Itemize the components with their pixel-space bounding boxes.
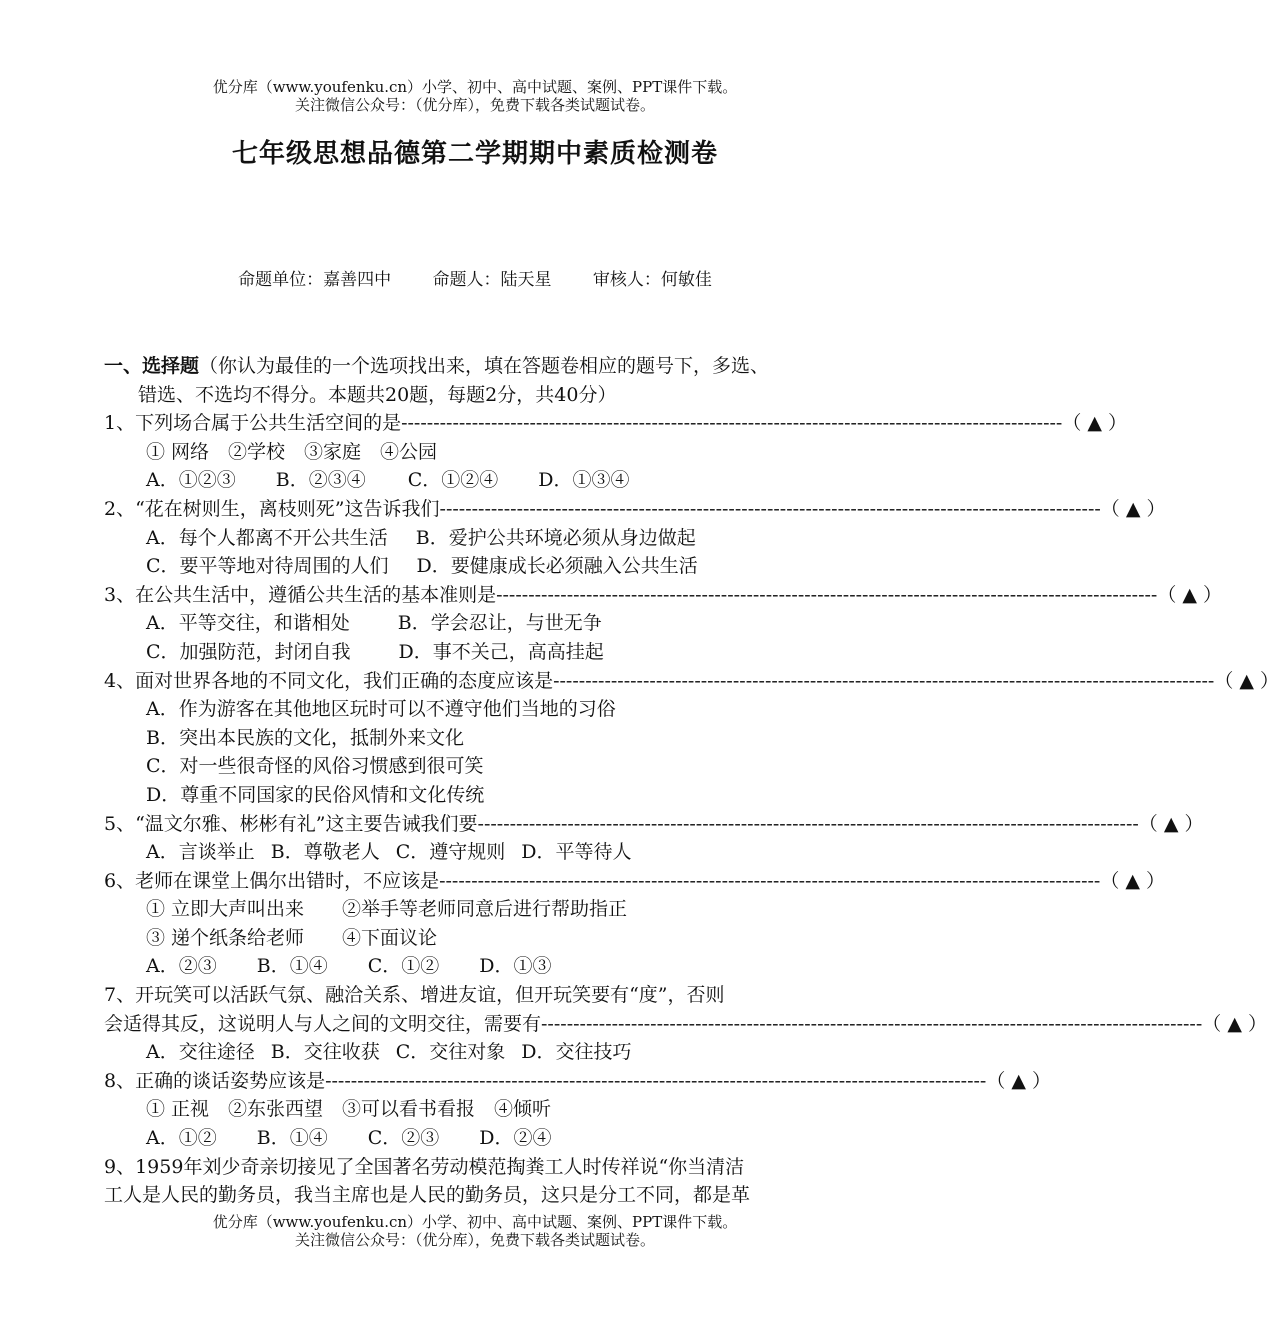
- question-1-answer-mark: （ ▲ ）: [1062, 412, 1128, 435]
- question-6-options: [104, 952, 864, 981]
- question-8-answer-mark: （ ▲ ）: [986, 1069, 1052, 1092]
- question-8-option-b: B．①④: [256, 1127, 328, 1150]
- exam-meta: [0, 268, 950, 292]
- question-3-stem: 3、在公共生活中，遵循公共生活的基本准则是: [104, 583, 497, 606]
- meta-unit: 命题单位：嘉善四中: [238, 270, 392, 290]
- question-1-options: [104, 466, 864, 495]
- section-title: 一、选择题: [104, 355, 200, 377]
- question-9-stem-1: 9、1959年刘少奇亲切接见了全国著名劳动模范掏粪工人时传祥说“你当清洁: [104, 1155, 745, 1178]
- question-2-leader: -------------------------------------------------------------------------------------------------------: [439, 497, 1101, 520]
- exam-title: 七年级思想品德第二学期期中素质检测卷: [231, 139, 718, 169]
- question-5-option-b: B．尊敬老人: [270, 841, 380, 864]
- question-4-leader: -------------------------------------------------------------------------------------------------------: [553, 669, 1215, 692]
- question-7-option-c: C．交往对象: [395, 1041, 506, 1064]
- question-3-option-d: D．事不关己，高高挂起: [398, 640, 604, 663]
- question-3-option-b: B．学会忍让，与世无争: [397, 612, 602, 635]
- question-8: [104, 1067, 1052, 1096]
- question-2-option-b: B．爱护公共环境必须从身边做起: [415, 526, 696, 549]
- question-4-option-a: A．作为游客在其他地区玩时可以不遵守他们当地的习俗: [146, 698, 616, 721]
- question-3-options-cd: [104, 638, 864, 667]
- footer-banner-line-2: 关注微信公众号：（优分库），免费下载各类试题试卷。: [294, 1231, 655, 1249]
- question-8-stem: 8、正确的谈话姿势应该是: [104, 1069, 326, 1092]
- footer-banner: [0, 1213, 950, 1249]
- question-6-option-d: D．①③: [479, 955, 552, 978]
- exam-body: [104, 352, 1279, 1210]
- question-4-answer-mark: （ ▲ ）: [1214, 669, 1279, 692]
- question-7: [104, 1010, 1267, 1039]
- section-instructions-1: （你认为最佳的一个选项找出来，填在答题卷相应的题号下，多选、: [199, 355, 770, 377]
- question-6-option-c: C．①②: [367, 955, 440, 978]
- question-5-answer-mark: （ ▲ ）: [1138, 812, 1204, 835]
- question-5-option-c: C．遵守规则: [395, 841, 506, 864]
- question-5-option-a: A．言谈举止: [146, 841, 255, 864]
- question-8-items: ① 正视 ②东张西望 ③可以看书看报 ④倾听: [146, 1098, 552, 1121]
- question-1: [104, 409, 1128, 438]
- question-2-options-ab: [104, 524, 864, 553]
- question-4: [104, 667, 1279, 696]
- question-1-option-c: C．①②④: [407, 469, 499, 492]
- question-2-stem: 2、“花在树则生，离枝则死”这告诉我们: [104, 497, 440, 520]
- meta-author: 命题人：陆天星: [432, 270, 552, 290]
- question-6-leader: -------------------------------------------------------------------------------------------------------: [439, 869, 1101, 892]
- question-6-items-1: ① 立即大声叫出来 ②举手等老师同意后进行帮助指正: [146, 898, 628, 921]
- question-7-answer-mark: （ ▲ ）: [1202, 1012, 1267, 1035]
- question-5-leader: -------------------------------------------------------------------------------------------------------: [477, 812, 1139, 835]
- section-instructions-2: 错选、不选均不得分。本题共20题，每题2分，共40分）: [138, 383, 617, 406]
- question-3-leader: -------------------------------------------------------------------------------------------------------: [496, 583, 1158, 606]
- question-8-leader: -------------------------------------------------------------------------------------------------------: [325, 1069, 987, 1092]
- question-4-option-b: B．突出本民族的文化，抵制外来文化: [146, 726, 464, 749]
- question-1-option-b: B．②③④: [275, 469, 366, 492]
- question-2-answer-mark: （ ▲ ）: [1100, 497, 1166, 520]
- question-3-answer-mark: （ ▲ ）: [1157, 583, 1223, 606]
- question-7-stem-2: 会适得其反，这说明人与人之间的文明交往，需要有: [104, 1012, 542, 1035]
- question-3-options-ab: [104, 609, 864, 638]
- question-2: [104, 495, 1166, 524]
- question-8-options: [104, 1124, 864, 1153]
- question-5-options: [104, 838, 864, 867]
- question-6: [104, 867, 1166, 896]
- question-7-options: [104, 1038, 864, 1067]
- question-8-option-a: A．①②: [146, 1127, 217, 1150]
- question-4-option-c: C．对一些很奇怪的风俗习惯感到很可笑: [146, 755, 484, 778]
- question-2-option-d: D．要健康成长必须融入公共生活: [416, 555, 698, 578]
- question-6-answer-mark: （ ▲ ）: [1100, 869, 1166, 892]
- question-5-option-d: D．平等待人: [521, 841, 632, 864]
- footer-banner-line-1: 优分库（www.youfenku.cn）小学、初中、高中试题、案例、PPT课件下载。: [212, 1213, 738, 1231]
- question-1-option-a: A．①②③: [146, 469, 236, 492]
- question-8-option-c: C．②③: [367, 1127, 440, 1150]
- question-4-option-d: D．尊重不同国家的民俗风情和文化传统: [146, 783, 485, 806]
- header-banner-line-1: 优分库（www.youfenku.cn）小学、初中、高中试题、案例、PPT课件下载。: [212, 78, 738, 96]
- section-heading: [104, 352, 864, 381]
- question-3: [104, 581, 1223, 610]
- question-6-items-2: ③ 递个纸条给老师 ④下面议论: [146, 926, 438, 949]
- header-banner-line-2: 关注微信公众号：（优分库），免费下载各类试题试卷。: [294, 96, 655, 114]
- meta-reviewer: 审核人：何敏佳: [592, 270, 712, 290]
- header-banner: [0, 78, 950, 114]
- question-4-stem: 4、面对世界各地的不同文化，我们正确的态度应该是: [104, 669, 554, 692]
- question-5-stem: 5、“温文尔雅、彬彬有礼”这主要告诫我们要: [104, 812, 478, 835]
- question-7-option-d: D．交往技巧: [521, 1041, 632, 1064]
- question-2-option-c: C．要平等地对待周围的人们: [146, 555, 389, 578]
- question-1-option-d: D．①③④: [538, 469, 630, 492]
- question-8-option-d: D．②④: [479, 1127, 552, 1150]
- question-7-option-b: B．交往收获: [270, 1041, 380, 1064]
- question-1-items: ① 网络 ②学校 ③家庭 ④公园: [146, 440, 438, 463]
- question-1-leader: -------------------------------------------------------------------------------------------------------: [401, 412, 1063, 435]
- question-9-stem-2: 工人是人民的勤务员，我当主席也是人民的勤务员，这只是分工不同，都是革: [104, 1184, 751, 1207]
- question-2-option-a: A．每个人都离不开公共生活: [146, 526, 388, 549]
- question-3-option-a: A．平等交往，和谐相处: [146, 612, 350, 635]
- question-7-option-a: A．交往途径: [146, 1041, 255, 1064]
- question-1-stem: 1、下列场合属于公共生活空间的是: [104, 412, 402, 435]
- question-2-options-cd: [104, 552, 864, 581]
- question-6-option-b: B．①④: [256, 955, 328, 978]
- question-6-option-a: A．②③: [146, 955, 217, 978]
- question-6-stem: 6、老师在课堂上偶尔出错时，不应该是: [104, 869, 440, 892]
- question-3-option-c: C．加强防范，封闭自我: [146, 640, 351, 663]
- question-7-leader: -------------------------------------------------------------------------------------------------------: [541, 1012, 1203, 1035]
- question-7-stem-1: 7、开玩笑可以活跃气氛、融洽关系、增进友谊，但开玩笑要有“度”，否则: [104, 984, 725, 1007]
- question-5: [104, 810, 1204, 839]
